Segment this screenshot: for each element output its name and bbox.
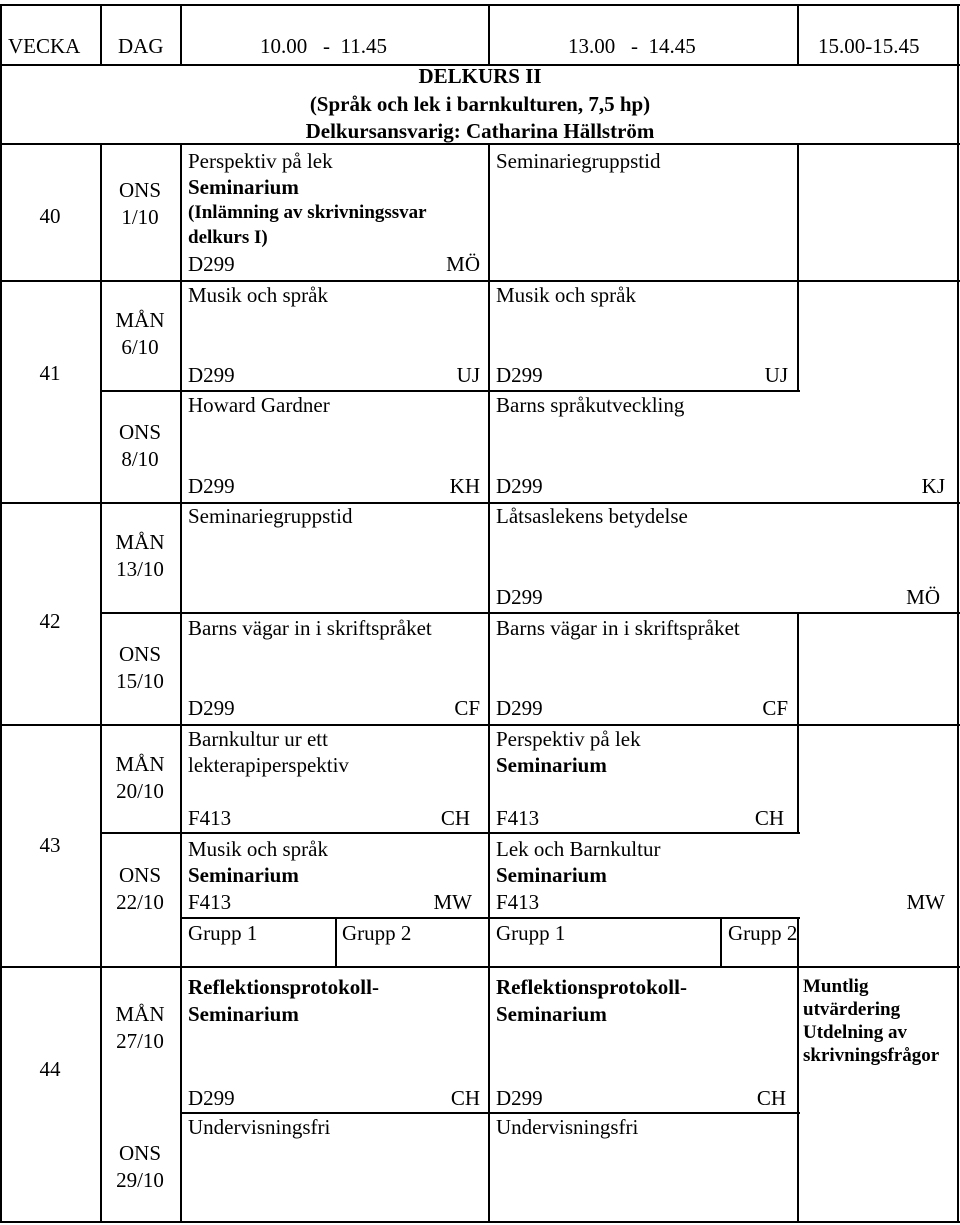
week-42-border	[0, 724, 960, 726]
session-room: F413	[188, 806, 232, 830]
session-room: D299	[188, 363, 235, 387]
session-room: D299	[188, 696, 235, 720]
evaluation-note: utvärdering	[803, 999, 901, 1020]
evaluation-note: Utdelning av	[803, 1022, 907, 1043]
session-type: Seminarium	[188, 175, 299, 199]
session-room: D299	[496, 696, 543, 720]
group-label: Grupp 1	[496, 921, 566, 945]
course-subtitle: (Språk och lek i barnkulturen, 7,5 hp)	[309, 92, 651, 116]
session-teacher: CH	[450, 1086, 480, 1110]
day-13-10-border	[100, 612, 960, 614]
session-title: Seminariegruppstid	[496, 149, 661, 173]
slot2-col-divider-6-10	[797, 280, 799, 392]
slot1-col-divider-body	[488, 143, 490, 1223]
week-42: 42	[39, 609, 61, 633]
session-room: D299	[188, 1086, 235, 1110]
session-title: Howard Gardner	[188, 393, 330, 417]
header-slot-2: 13.00 - 14.45	[568, 34, 696, 58]
session-title: Undervisningsfri	[496, 1115, 639, 1139]
slot2-col-divider-w40	[797, 143, 799, 280]
session-teacher: MÖ	[446, 252, 480, 276]
day-name: MÅN	[115, 308, 165, 332]
session-type: Seminarium	[188, 1002, 299, 1026]
slot1-col-divider	[488, 4, 490, 64]
session-teacher: MW	[433, 890, 472, 914]
session-title: lekterapiperspektiv	[188, 753, 349, 777]
session-teacher: MW	[906, 890, 945, 914]
session-title: Seminariegruppstid	[188, 504, 353, 528]
header-week: VECKA	[8, 34, 81, 58]
week-44: 44	[39, 1057, 61, 1081]
session-room: F413	[496, 806, 540, 830]
week-43-border	[0, 966, 960, 968]
day-20-10-border	[100, 832, 800, 834]
session-title: Låtsaslekens betydelse	[496, 504, 688, 528]
session-teacher: UJ	[456, 363, 480, 387]
session-title: Reflektionsprotokoll-	[188, 975, 379, 999]
group-label: Grupp 1	[188, 921, 258, 945]
week-40: 40	[39, 204, 61, 228]
group-label: Grupp 2	[342, 921, 412, 945]
slot2-col-divider	[797, 4, 799, 64]
session-teacher: KH	[449, 474, 480, 498]
course-responsible: Delkursansvarig: Catharina Hällström	[305, 119, 655, 143]
day-name: ONS	[118, 642, 161, 666]
session-title: Undervisningsfri	[188, 1115, 331, 1139]
day-name: ONS	[118, 1141, 161, 1165]
day-name: MÅN	[115, 752, 165, 776]
week-41-border	[0, 502, 960, 504]
table-border-bottom	[0, 1221, 960, 1223]
session-note: delkurs I)	[188, 227, 268, 248]
header-day: DAG	[118, 34, 164, 58]
table-border-top	[0, 4, 960, 6]
session-room: D299	[496, 363, 543, 387]
day-name: ONS	[118, 863, 161, 887]
session-title: Perspektiv på lek	[496, 727, 641, 751]
header-slot-1: 10.00 - 11.45	[260, 34, 387, 58]
session-teacher: UJ	[764, 363, 788, 387]
slot2-col-divider-15-10	[797, 612, 799, 724]
session-teacher: CF	[762, 696, 788, 720]
group-divider-right	[720, 917, 722, 968]
session-room: D299	[496, 474, 543, 498]
day-date: 8/10	[121, 447, 159, 471]
day-name: ONS	[118, 420, 161, 444]
session-title: Lek och Barnkultur	[496, 837, 661, 861]
table-border-right	[957, 4, 959, 1223]
session-title: Barns vägar in i skriftspråket	[496, 616, 740, 640]
day-name: ONS	[118, 178, 161, 202]
evaluation-note: skrivningsfrågor	[803, 1045, 940, 1066]
header-slot-3: 15.00-15.45	[818, 34, 920, 58]
session-teacher: MÖ	[906, 585, 940, 609]
day-col-divider	[180, 4, 182, 64]
session-room: F413	[188, 890, 232, 914]
session-teacher: CH	[440, 806, 470, 830]
session-title: Barns språkutveckling	[496, 393, 685, 417]
session-type: Seminarium	[496, 863, 607, 887]
session-type: Seminarium	[188, 863, 299, 887]
session-room: D299	[188, 252, 235, 276]
slot2-col-divider-w44	[797, 966, 799, 1223]
session-title: Musik och språk	[188, 283, 328, 307]
session-type: Seminarium	[496, 753, 607, 777]
session-teacher: KJ	[921, 474, 945, 498]
session-title: Reflektionsprotokoll-	[496, 975, 687, 999]
day-date: 6/10	[121, 335, 159, 359]
day-name: MÅN	[115, 530, 165, 554]
course-title: DELKURS II	[418, 64, 542, 88]
session-room: D299	[496, 1086, 543, 1110]
session-teacher: CH	[756, 1086, 786, 1110]
day-date: 20/10	[116, 779, 164, 803]
session-room: D299	[188, 474, 235, 498]
day-date: 15/10	[116, 669, 164, 693]
day-col-divider-body	[180, 143, 182, 1223]
session-title: Musik och språk	[188, 837, 328, 861]
day-date: 29/10	[116, 1168, 164, 1192]
evaluation-note: Muntlig	[803, 976, 869, 997]
session-title: Barnkultur ur ett	[188, 727, 328, 751]
groups-top-border	[180, 917, 800, 919]
week-col-divider	[100, 4, 102, 64]
session-teacher: CF	[454, 696, 480, 720]
week-40-border	[0, 280, 960, 282]
session-type: Seminarium	[496, 1002, 607, 1026]
day-date: 13/10	[116, 557, 164, 581]
week-41: 41	[39, 361, 61, 385]
session-title: Barns vägar in i skriftspråket	[188, 616, 432, 640]
slot2-col-divider-20-10	[797, 724, 799, 834]
day-name: MÅN	[115, 1002, 165, 1026]
session-room: F413	[496, 890, 540, 914]
session-title: Perspektiv på lek	[188, 149, 333, 173]
day-date: 22/10	[116, 890, 164, 914]
group-divider-left	[335, 917, 337, 968]
session-title: Musik och språk	[496, 283, 636, 307]
day-date: 1/10	[121, 205, 159, 229]
day-date: 27/10	[116, 1029, 164, 1053]
group-label: Grupp 2	[728, 921, 798, 945]
session-room: D299	[496, 585, 543, 609]
session-note: (Inlämning av skrivningssvar	[188, 202, 427, 223]
week-43: 43	[39, 833, 61, 857]
session-teacher: CH	[754, 806, 784, 830]
